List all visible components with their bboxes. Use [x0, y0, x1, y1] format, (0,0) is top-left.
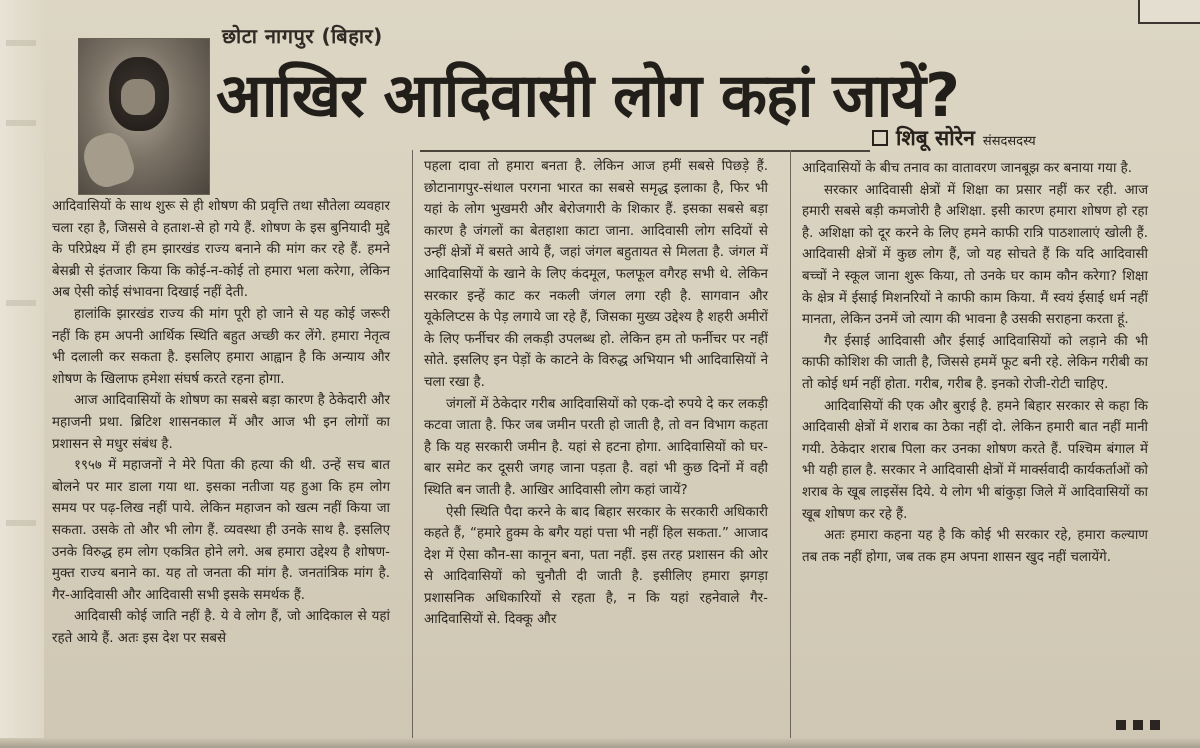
author-name: शिबू सोरेन [896, 126, 975, 150]
adjacent-page-edge [0, 0, 44, 748]
column-divider [412, 150, 413, 740]
article-paragraph: आदिवासियों के बीच तनाव का वातावरण जानबूझ कर बनाया गया है. [802, 161, 1133, 176]
article-paragraph: पहला दावा तो हमारा बनता है. लेकिन आज हमीं सबसे पिछड़े हैं. छोटानागपुर-संथाल परगना भारत का सबसे समृद्ध इलाका है, फिर भी यहां के लोग भुखमरी और बेरोजगारी के शिकार हैं. इसका सबसे बड़ा कारण है जंगलों का बेतहाशा काटा जाना. आदिवासी लोग सदियों से उन्हीं क्षेत्रों में बसते आये हैं, जहां जंगल बहुतायत से मिलता है. जंगल में आदिवासियों के खाने के लिए कंदमूल, फलफूल वगैरह सभी थे. लेकिन सरकार इन्हें काट कर नकली जंगल लगा रही है. सागवान और यूकेलिप्टस के पेड़ लगाये जा रहे हैं, जिसका मुख्य उद्देश्य है शहरी अमीरों के लिए फर्नीचर की लकड़ी उपलब्ध हो. लेकिन हम तो फर्नीचर पर नहीं सोते. इसलिए इन पेड़ों के काटने के विरुद्ध अभियान भी आदिवासियों ने चला रखा है. [424, 159, 768, 390]
article-paragraph: सरकार आदिवासी क्षेत्रों में शिक्षा का प्रसार नहीं कर रही. आज हमारी सबसे बड़ी कमजोरी है अशिक्षा. इसी कारण हमारा शोषण हो रहा है. अशिक्षा को दूर करने के लिए हमने काफी रात्रि पाठशालाएं खोली हैं. आदिवासी क्षेत्रों में कुछ लोग हैं, जो यह सोचते हैं कि यदि आदिवासी बच्चों ने स्कूल जाना शुरू किया, तो उनके घर काम कौन करेगा? शिक्षा के क्षेत्र में ईसाई मिशनरियों ने काफी काम किया. मैं स्वयं ईसाई धर्म नहीं मानता, लेकिन उनमें जो त्याग की भावना है उसकी सराहना करता हूं. [802, 182, 1148, 328]
article-paragraph: अतः हमारा कहना यह है कि कोई भी सरकार रहे, हमारा कल्याण तब तक नहीं होगा, जब तक हम अपना शासन खुद नहीं चलायेंगे. [802, 528, 1148, 565]
headline: आखिर आदिवासी लोग कहां जायें? [216, 61, 959, 131]
author-photo [78, 38, 210, 195]
column-divider [790, 150, 791, 740]
article-column-3 [802, 158, 1148, 568]
article-paragraph: आज आदिवासियों के शोषण का सबसे बड़ा कारण है ठेकेदारी और महाजनी प्रथा. ब्रिटिश शासनकाल में और आज भी इन लोगों का प्रशासन से मधुर संबंध है. [52, 393, 390, 452]
article-paragraph: जंगलों में ठेकेदार गरीब आदिवासियों को एक-दो रुपये दे कर लकड़ी कटवा जाता है. फिर जब जमीन परती हो जाती है, तो वन विभाग कहता है कि यह सरकारी जमीन है. यहां से हटना होगा. आदिवासियों को घर-बार समेट कर दूसरी जगह जाना पड़ता है. वहां भी कुछ दिनों में वही स्थिति बन जाती है. आखिर आदिवासी लोग कहां जायें? [424, 396, 768, 498]
article-end-mark [1116, 720, 1160, 730]
author-role: संसदसदस्य [982, 134, 1036, 149]
byline-box-icon [872, 130, 888, 146]
corner-box [1138, 0, 1200, 24]
article-column-1 [52, 196, 390, 649]
article-paragraph: आदिवासी कोई जाति नहीं है. ये वे लोग हैं, जो आदिकाल से यहां रहते आये हैं. अतः इस देश पर सबसे [52, 609, 390, 646]
kicker: छोटा नागपुर (बिहार) [222, 24, 383, 48]
next-article-edge [0, 738, 1200, 748]
article-column-2 [424, 156, 768, 631]
article-paragraph: आदिवासियों की एक और बुराई है. हमने बिहार सरकार से कहा कि आदिवासी क्षेत्रों में शराब का ठेका नहीं दो. लेकिन हमारी बात नहीं मानी गयी. ठेकेदार शराब पिला कर उनका शोषण करते हैं. पश्चिम बंगाल में भी यही हाल है. सरकार ने आदिवासी क्षेत्रों में मार्क्सवादी कार्यकर्ताओं को शराब के खूब लाइसेंस दिये. ये लोग भी बांकुड़ा जिले में आदिवासियों का खूब शोषण कर रहे हैं. [802, 398, 1149, 522]
article-paragraph: ऐसी स्थिति पैदा करने के बाद बिहार सरकार के सरकारी अधिकारी कहते हैं, “हमारे हुक्म के बगैर यहां पत्ता भी नहीं हिल सकता.” आजाद देश में ऐसा कौन-सा कानून बना, पता नहीं. इस तरह प्रशासन की ओर से आदिवासियों को चुनौती दी जाती है. इसीलिए हमारा झगड़ा प्रशासनिक अधिकारियों से रहता है, न कि यहां रहनेवाले गैर-आदिवासियों से. दिक्कू और [424, 504, 768, 628]
column-top-rule [420, 150, 870, 152]
article-paragraph: आदिवासियों के साथ शुरू से ही शोषण की प्रवृत्ति तथा सौतेला व्यवहार चला रहा है, जिससे वे हताश-से हो गये हैं. शोषण के इस बुनियादी मुद्दे के परिप्रेक्ष्य में ही हम झारखंड राज्य बनाने की मांग कर रहे हैं. हमने बेसब्री से इंतजार किया कि कोई-न-कोई तो हमारा भला करेगा, लेकिन अब ऐसी कोई संभावना दिखाई नहीं देती. [52, 199, 390, 301]
byline [872, 124, 1036, 152]
article-paragraph: हालांकि झारखंड राज्य की मांग पूरी हो जाने से यह कोई जरूरी नहीं कि हम अपनी आर्थिक स्थिति बहुत अच्छी कर लेंगे. हमारा नेतृत्व भी दलाली कर सकता है. इसलिए हमारा आह्वान है कि अन्याय और शोषण के खिलाफ हमेशा संघर्ष करते रहना होगा. [52, 306, 390, 387]
article-paragraph: १९५७ में महाजनों ने मेरे पिता की हत्या की थी. उन्हें सच बात बोलने पर मार डाला गया था. इसका नतीजा यह हुआ कि हम लोग समय पर पढ़-लिख नहीं पाये. लेकिन महाजन को खत्म नहीं किया जा सकता. उसके तो और भी लोग हैं. व्यवस्था ही उनके साथ है. इसलिए उनके विरुद्ध हम लोग एकत्रित होने लगे. अब हमारा उद्देश्य है शोषण-मुक्त राज्य बनाने का. यह तो जनता की मांग है. जनतांत्रिक मांग है. गैर-आदिवासी और आदिवासी सभी इसके समर्थक हैं. [52, 458, 390, 603]
article-paragraph: गैर ईसाई आदिवासी और ईसाई आदिवासियों को लड़ाने की भी काफी कोशिश की जाती है, जिससे हममें फूट बनी रहे. लेकिन गरीबी का तो कोई धर्म नहीं होता. गरीब, गरीब है. इनको रोजी-रोटी चाहिए. [802, 333, 1148, 392]
